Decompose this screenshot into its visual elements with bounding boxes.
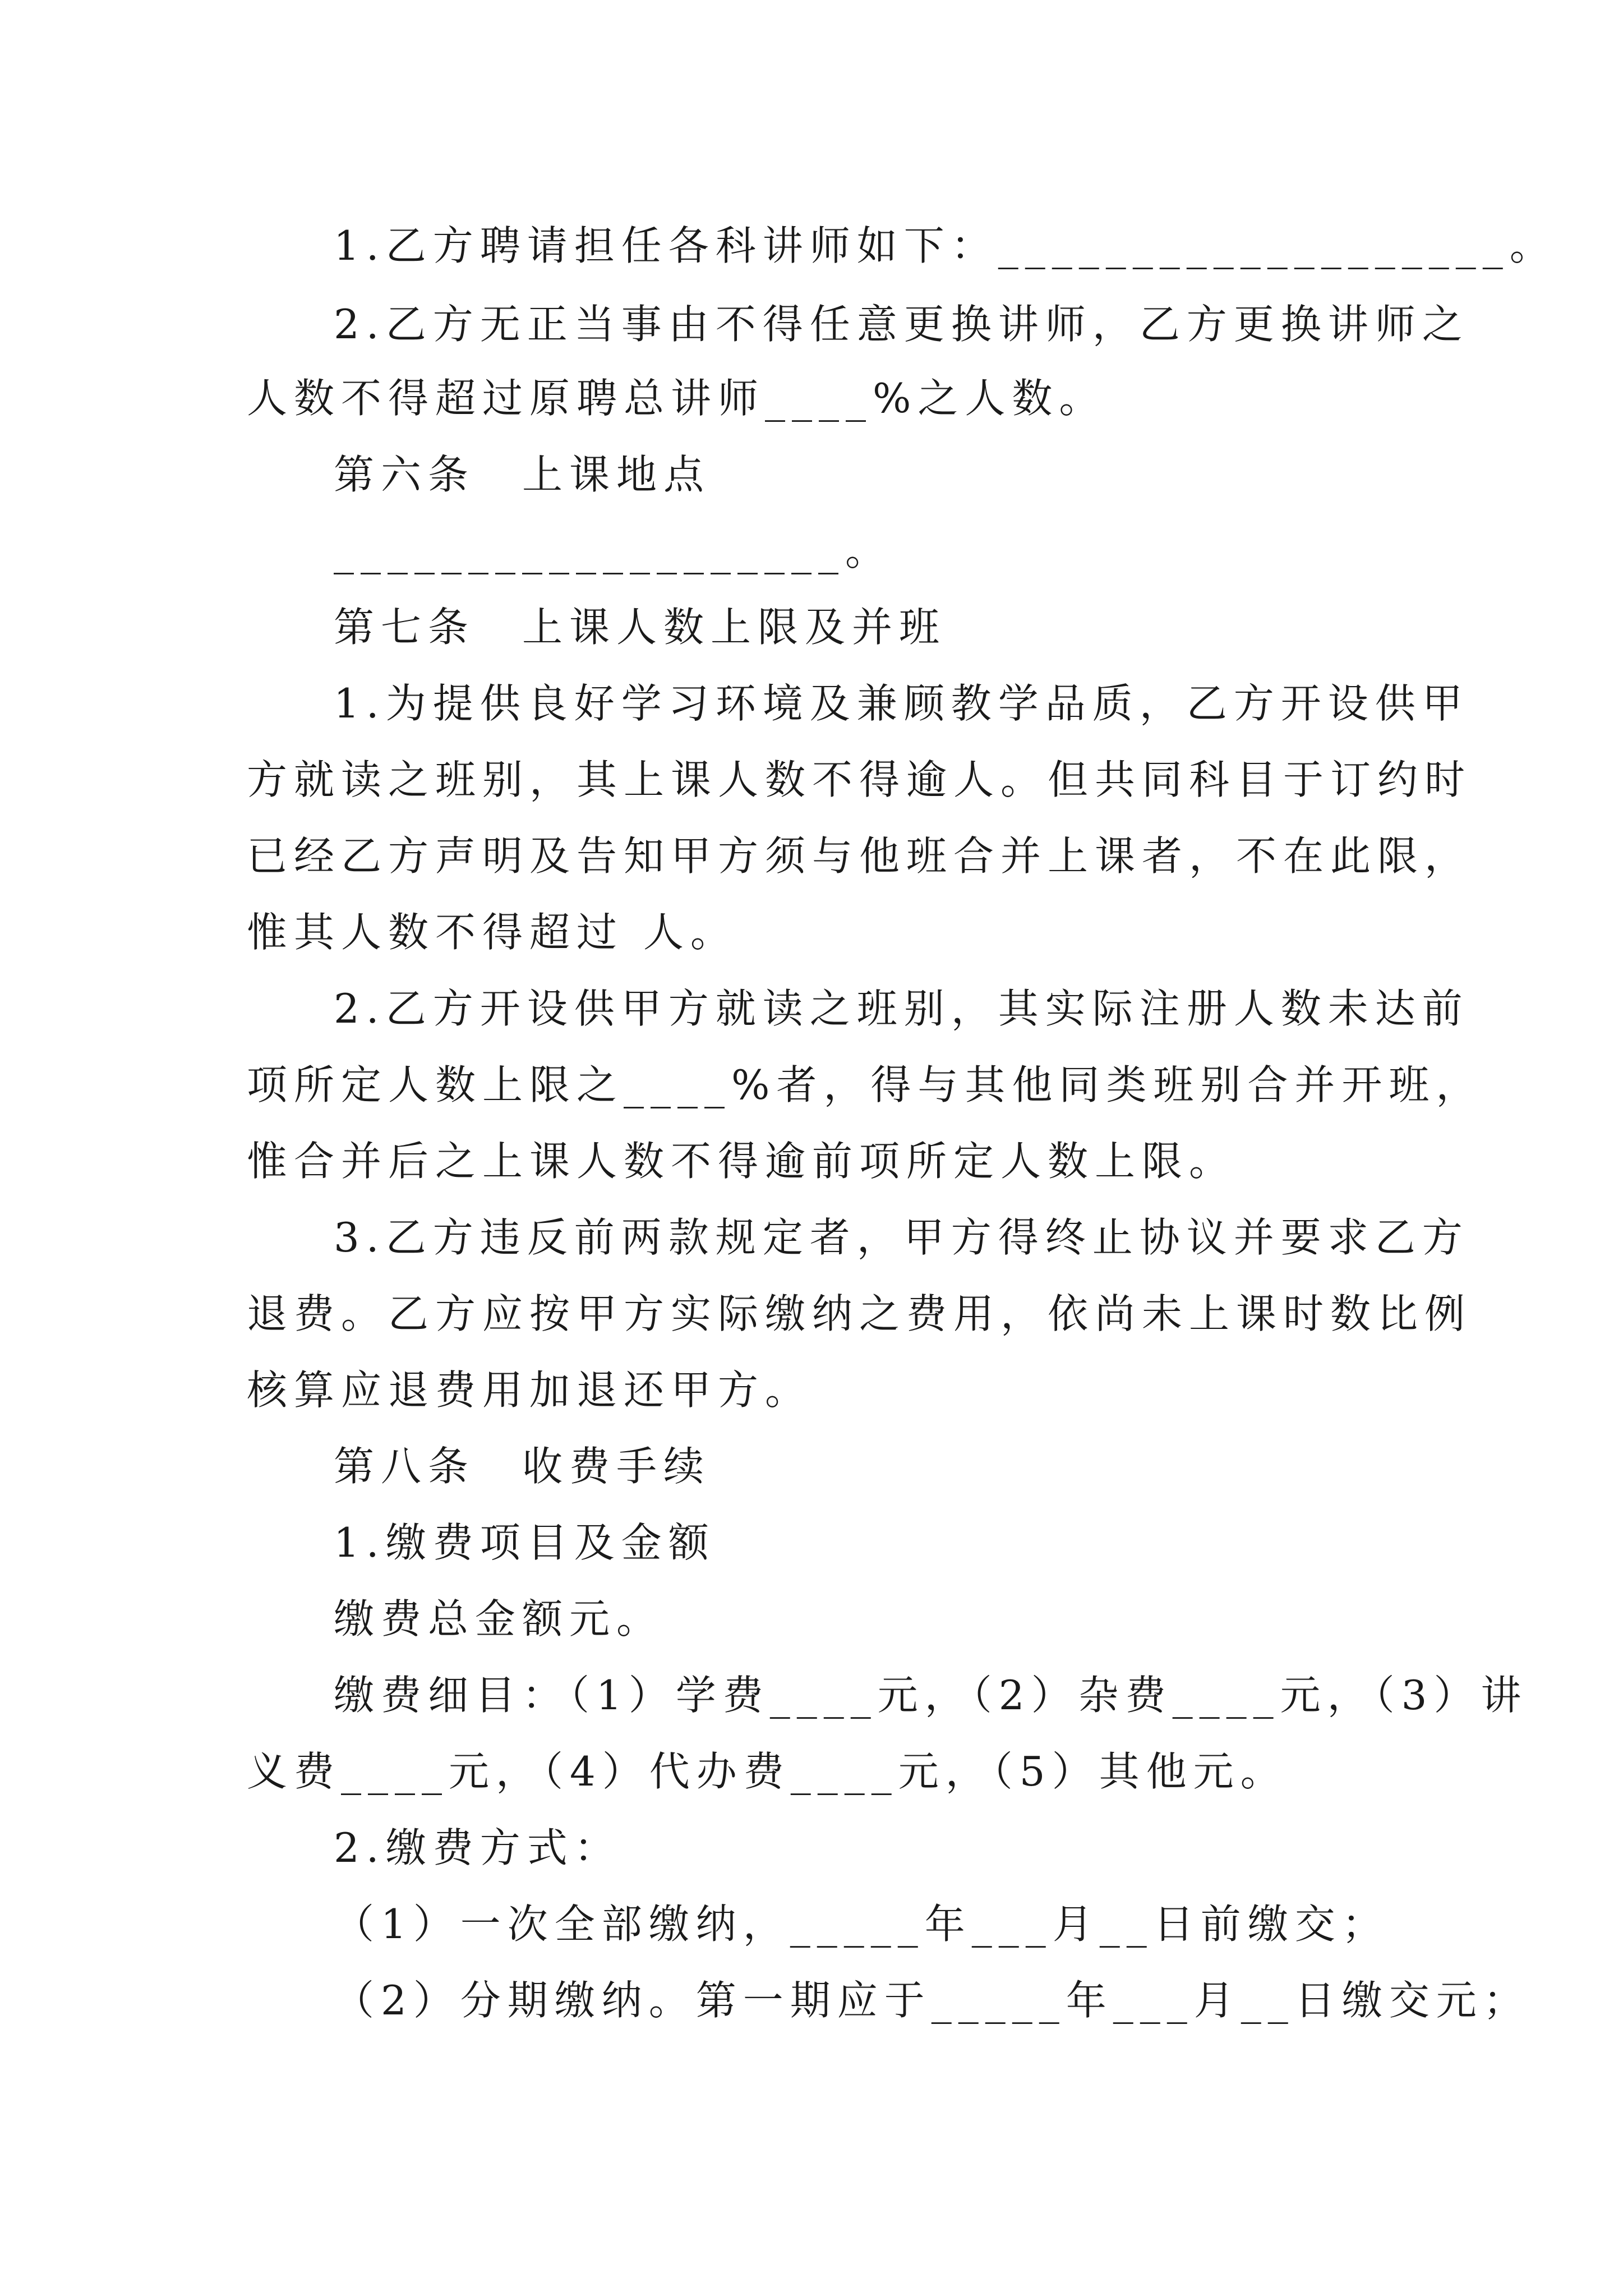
article-7-item-2-line-2: 项所定人数上限之____%者，得与其他同类班别合并开班， [247,1061,1483,1108]
payment-option-2: （2）分期缴纳。第一期应于_____年___月__日缴交元； [334,1977,1530,2024]
article-6-blank-line: ___________________。 [334,527,892,574]
article-7-item-1-line-4: 惟其人数不得超过 人。 [247,909,737,956]
fee-total: 缴费总金额元。 [334,1595,664,1642]
article-8-item-1: 1.缴费项目及金额 [334,1519,716,1566]
article-7-item-3-line-1: 3.乙方违反前两款规定者，甲方得终止协议并要求乙方 [334,1214,1469,1261]
article-7-item-2-line-1: 2.乙方开设供甲方就读之班别，其实际注册人数未达前 [334,985,1469,1032]
article-7-item-2-line-3: 惟合并后之上课人数不得逾前项所定人数上限。 [247,1138,1237,1185]
article-7-heading: 第七条 上课人数上限及并班 [334,604,947,651]
article-7-item-3-line-2: 退费。乙方应按甲方实际缴纳之费用，依尚未上课时数比例 [247,1290,1472,1337]
clause-5-item-1: 1.乙方聘请担任各科讲师如下：___________________。 [334,222,1557,269]
article-6-heading: 第六条 上课地点 [334,451,711,498]
article-8-heading: 第八条 收费手续 [334,1443,711,1490]
article-7-item-1-line-3: 已经乙方声明及告知甲方须与他班合并上课者，不在此限， [247,832,1472,880]
clause-5-item-2-line-1: 2.乙方无正当事由不得任意更换讲师，乙方更换讲师之 [334,301,1469,348]
article-7-item-1-line-2: 方就读之班别，其上课人数不得逾人。但共同科目于订约时 [247,756,1472,803]
article-7-item-1-line-1: 1.为提供良好学习环境及兼顾教学品质，乙方开设供甲 [334,680,1469,727]
clause-5-item-2-line-2: 人数不得超过原聘总讲师____%之人数。 [247,375,1106,422]
fee-breakdown-line-1: 缴费细目：（1）学费____元，（2）杂费____元，（3）讲 [334,1672,1528,1719]
payment-option-1: （1）一次全部缴纳，_____年___月__日前缴交； [334,1901,1389,1948]
article-7-item-3-line-3: 核算应退费用加退还甲方。 [247,1366,813,1414]
article-8-item-2: 2.缴费方式： [334,1824,621,1871]
fee-breakdown-line-2: 义费____元，（4）代办费____元，（5）其他元。 [247,1748,1288,1795]
